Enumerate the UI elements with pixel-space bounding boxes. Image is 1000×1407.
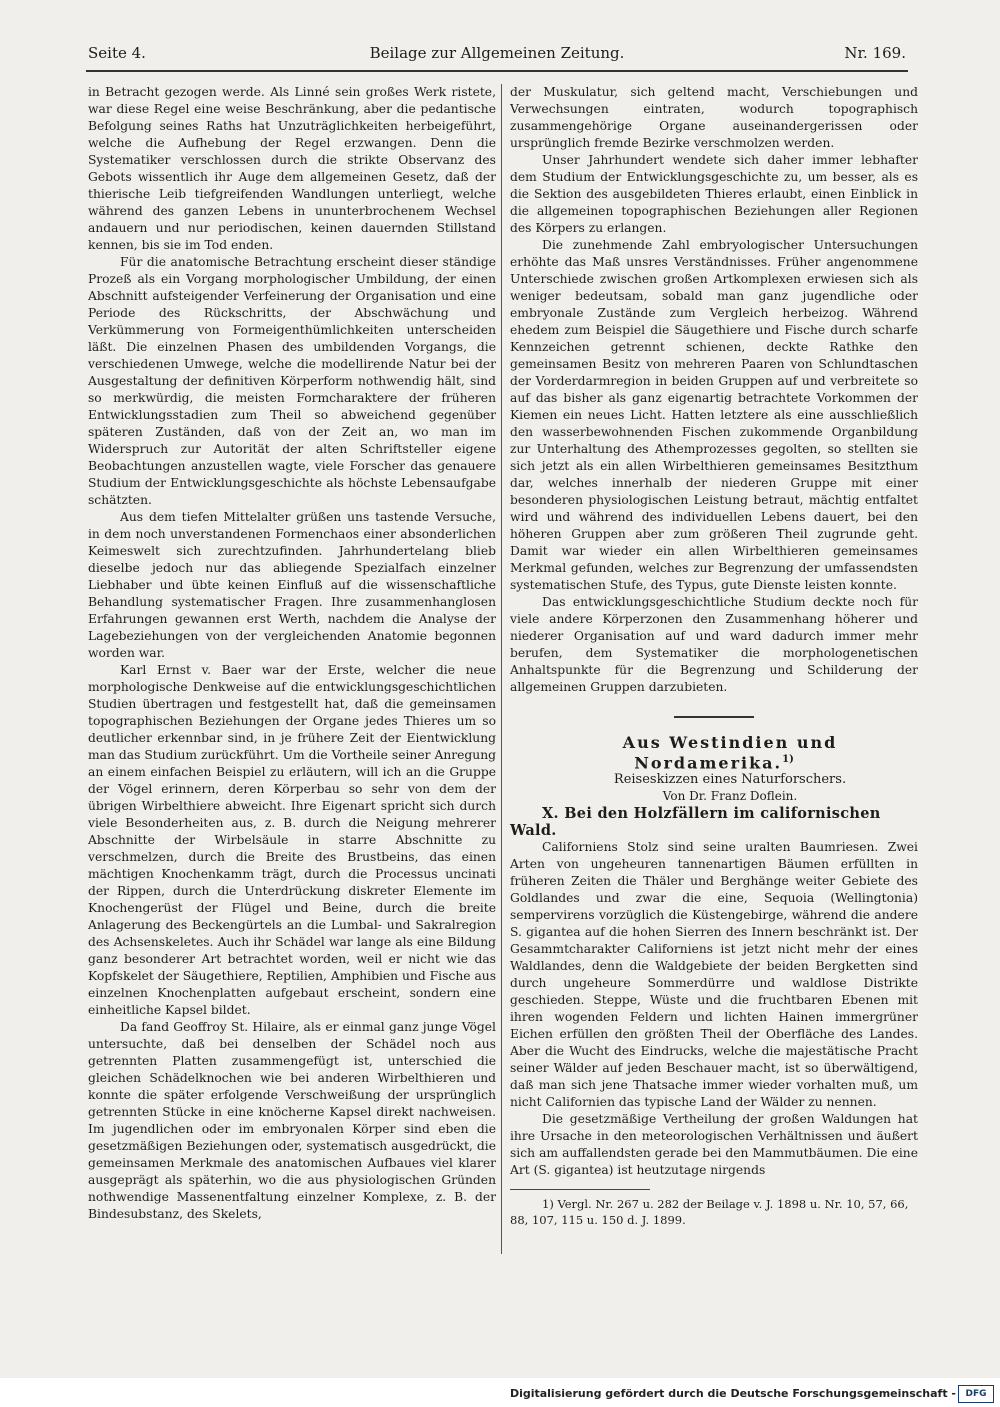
article-author: Von Dr. Franz Doflein.	[662, 789, 798, 804]
title-footnote-marker: 1)	[782, 754, 794, 765]
paragraph: Die gesetzmäßige Vertheilung der großen Waldungen hat ihre Ursache in den meteorologischen Verhältnissen und äußert sich am auffallendsten gerade bei den Mammutbäumen. Die eine Art (S. gigantea) ist heutzutage nirgends	[510, 1112, 918, 1178]
right-column	[510, 84, 918, 1228]
left-column	[88, 84, 496, 1223]
paragraph: Die zunehmende Zahl embryologischer Untersuchungen erhöhte das Maß unsres Verständnisses. Früher angenommene Unterschiede zwischen großen Artkomplexen erwiesen sich als weniger bedeutsam, sobald man ganz jugendliche oder embryonale Zustände zum Vergleich herbeizog. Während ehedem zum Beispiel die Säugethiere und Fische durch scharfe Kennzeichen getrennt schienen, deckte Rathke den gemeinsamen Besitz von mehreren Paaren von Schlundtaschen der Vorderdarmregion in beiden Gruppen auf und verbreitete so auf das bisher als ganz eigenartig betrachtete Vorkommen der Kiemen ein neues Licht. Hatten letztere als eine ausschließlich den wasserbewohnenden Fischen zukommende Organbildung zur Unterhaltung des Athemprozesses gegolten, so stellten sie sich jetzt als ein allen Wirbelthieren gemeinsames Besitzthum dar, welches innerhalb der niederen Gruppe mit einer besonderen physiologischen Leistung betraut, mächtig entfaltet wird und während des individuellen Lebens dauert, bei den höheren Gruppen aber zum größeren Theil zugrunde geht. Damit war wieder ein allen Wirbelthieren gemeinsames Merkmal gefunden, welches zur Begrenzung der umfassendsten systematischen Stufe, des Typus, gute Dienste leisten konnte.	[510, 238, 918, 592]
paragraph: Für die anatomische Betrachtung erscheint dieser ständige Prozeß als ein Vorgang morphologischer Umbildung, der einen Abschnitt aufsteigender Verfeinerung der Organisation und eine Periode des Rückschritts, der Abschwächung und Verkümmerung von Formeigenthümlichkeiten unterscheiden läßt. Die einzelnen Phasen des umbildenden Vorgangs, die verschiedenen Umwege, welche die modellirende Natur bei der Ausgestaltung der definitiven Körperform nothwendig hält, sind so merkwürdig, die meisten Formcharaktere der früheren Entwicklungsstadien zum Theil so abweichend gegenüber späteren Zuständen, daß von der Zeit an, wo man im Widerspruch zur Autorität der alten Schriftsteller eigene Beobachtungen anzustellen wagte, viele Forscher das genauere Studium der Entwicklungsgeschichte als höchste Lebensaufgabe schätzten.	[88, 255, 496, 507]
dfg-logo-icon: DFG	[958, 1385, 994, 1403]
paragraph: Californiens Stolz sind seine uralten Baumriesen. Zwei Arten von ungeheuren tannenartigen Bäumen erfüllten in früheren Zeiten die Thäler und Berghänge weiter Gebiete des Goldlandes und zwar die eine, Sequoia (Wellingtonia) sempervirens vorzüglich die Küstengebirge, während die andere S. gigantea auf die hohen Sierren des Innern beschränkt ist. Der Gesammtcharakter Californiens ist jetzt nicht mehr der eines Waldlandes, denn die Waldgebiete der beiden Bergketten sind durch ungeheure Sommerdürre und waldlose Distrikte geschieden. Steppe, Wüste und die fruchtbaren Ebenen mit ihren wogenden Feldern und lichten Hainen immergrüner Eichen erfüllen den größten Theil der Oberfläche des Landes. Aber die Wucht des Eindrucks, welche die majestätische Pracht seiner Wälder auf jeden Beschauer macht, ist so überwältigend, daß man sich jene Thatsache immer wieder vorhalten muß, um nicht Californien das typische Land der Wälder zu nennen.	[510, 840, 918, 1110]
paragraph: Unser Jahrhundert wendete sich daher immer lebhafter dem Studium der Entwicklungsgeschichte zu, um besser, als es die Sektion des ausgebildeten Thieres erlaubt, einen Einblick in die allgemeinen topographischen Beziehungen aller Regionen des Körpers zu erlangen.	[510, 153, 918, 235]
paragraph: der Muskulatur, sich geltend macht, Verschiebungen und Verwechsungen eintraten, wodurch topographisch zusammengehörige Organe auseinandergerissen oder ursprünglich fremde Bezirke verschmolzen werden.	[510, 85, 918, 150]
digitization-footer	[0, 1380, 1000, 1407]
article-title-text: Aus Westindien und Nordamerika.	[622, 733, 838, 773]
paragraph: Karl Ernst v. Baer war der Erste, welcher die neue morphologische Denkweise auf die entwicklungsgeschichtlichen Studien übertragen und festgestellt hat, daß die gemeinsamen topographischen Beziehungen der Organe jedes Thieres um so deutlicher erkennbar sind, in je frühere Zeit der Eientwicklung man das Studium zurückführt. Um die Vortheile seiner Anregung an einem einfachen Beispiel zu erläutern, will ich an die Gruppe der Vögel erinnern, deren Körperbau so sehr von dem der übrigen Wirbelthiere abweicht. Ihre Eigenart spricht sich durch viele Besonderheiten aus, z. B. durch die Neigung mehrerer Abschnitte der Wirbelsäule in starre Abschnitte zu verschmelzen, durch die Breite des Brustbeins, das einen mächtigen Knochenkamm trägt, durch die Processus uncinati der Rippen, durch die Unterdrückung diskreter Elemente im Knochengerüst der Flügel und Beine, durch die breite Anlagerung des Beckengürtels an die Lumbal- und Sakralregion des Achsenskeletes. Auch ihr Schädel war lange als eine Bildung ganz besonderer Art betrachtet worden, weil er nicht wie das Kopfskelet der Säugethiere, Reptilien, Amphibien und Fische aus einzelnen Knochenplatten aufgebaut erscheint, sondern eine einheitliche Kapsel bildet.	[88, 663, 496, 1017]
funding-notice: Digitalisierung gefördert durch die Deutsche Forschungsgemeinschaft -	[509, 1387, 956, 1400]
section-title: X. Bei den Holzfällern im californischen Wald.	[510, 805, 881, 840]
paragraph: Da fand Geoffroy St. Hilaire, als er einmal ganz junge Vögel untersuchte, daß bei denselben der Schädel noch aus getrennten Platten zusammengefügt ist, unterschied die gleichen Schädelknochen wie bei anderen Wirbelthieren und konnte die später erfolgende Verschweißung der ursprünglich getrennten Stücke in eine knöcherne Kapsel direkt nachweisen. Im jugendlichen oder im embryonalen Körper sind eben die gesetzmäßigen Beziehungen oder, systematisch ausgedrückt, die gemeinsamen Merkmale des anatomischen Aufbaues viel klarer ausgeprägt als späterhin, wo die aus physiologischen Gründen nothwendige Massenentfaltung einzelner Komplexe, z. B. der Bindesubstanz, des Skelets,	[88, 1020, 496, 1221]
footnote: 1) Vergl. Nr. 267 u. 282 der Beilage v. J. 1898 u. Nr. 10, 57, 66, 88, 107, 115 u. 150 d. J. 1899.	[510, 1197, 909, 1228]
page-header	[88, 42, 906, 66]
paragraph: in Betracht gezogen werde. Als Linné sein großes Werk ristete, war diese Regel eine weise Beschränkung, aber die pedantische Befolgung seines Raths hat Unzuträglichkeiten herbeigeführt, welche die Aufhebung der Regel erzwangen. Denn die Systematiker verschlossen durch die strikte Observanz des Gebots wissentlich ihr Auge dem allgemeinen Gesetz, daß der thierische Leib tiefgreifenden Wandlungen unterliegt, welche während des ganzen Lebens in ununterbrochenem Wechsel andauern und nur periodischen, keinen dauernden Stillstand kennen, bis sie im Tod enden.	[88, 85, 496, 252]
column-divider	[501, 84, 502, 1254]
page-number: Seite 4.	[88, 44, 146, 62]
article-title	[510, 734, 918, 771]
article-subtitle: Reiseskizzen eines Naturforschers.	[613, 772, 847, 788]
header-rule	[86, 70, 908, 72]
article-separator	[674, 716, 754, 718]
paragraph: Das entwicklungsgeschichtliche Studium deckte noch für viele andere Körperzonen den Zusammenhang höherer und niederer Organisation auf und ward dadurch immer mehr berufen, dem Systematiker die morphologenetischen Anhaltspunkte für die Begrenzung und Schilderung der allgemeinen Gruppen darzubieten.	[510, 595, 918, 694]
publication-title: Beilage zur Allgemeinen Zeitung.	[369, 44, 625, 62]
paragraph: Aus dem tiefen Mittelalter grüßen uns tastende Versuche, in dem noch unverstandenen Formenchaos einer absonderlichen Keimeswelt sich zurechtzufinden. Jahrhundertelang blieb dieselbe jedoch nur das abliegende Spezialfach einzelner Liebhaber und übte keinen Einfluß auf die wissenschaftliche Behandlung systematischer Fragen. Ihre zusammenhanglosen Erfahrungen gewannen erst Werth, nachdem die Analyse der Lagebeziehungen von der vergleichenden Anatomie begonnen worden war.	[88, 510, 496, 660]
footnote-rule	[510, 1189, 650, 1190]
issue-number: Nr. 169.	[844, 44, 906, 62]
